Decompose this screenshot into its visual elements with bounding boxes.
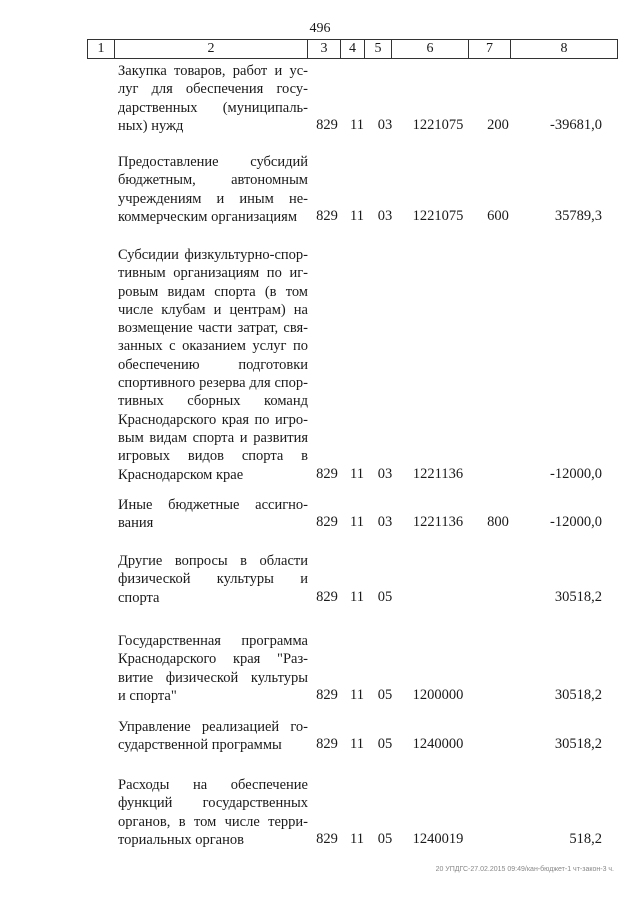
row-col-8: -12000,0 bbox=[550, 514, 602, 531]
row-col-7: 200 bbox=[487, 116, 509, 133]
row-description: Государственная программа Краснодарского края "Раз- витие физической культуры и спорта" bbox=[118, 633, 308, 704]
page-number: 496 bbox=[309, 21, 331, 36]
row-col-8: -12000,0 bbox=[550, 465, 602, 482]
row-col-4: 11 bbox=[350, 514, 364, 531]
row-col-6: 1240019 bbox=[412, 830, 464, 847]
row-col-5: 03 bbox=[377, 465, 393, 482]
file-footer: 20 УПДГС-27.02.2015 09:49/кан-бюджет-1 чт-закон-3 ч. bbox=[435, 866, 614, 873]
row-col-7: 800 bbox=[487, 514, 509, 531]
row-col-4: 11 bbox=[350, 207, 364, 224]
header-cell-6: 6 bbox=[392, 40, 469, 59]
row-col-5: 05 bbox=[377, 686, 393, 703]
row-col-8: 30518,2 bbox=[554, 736, 602, 753]
row-col-6: 1221075 bbox=[412, 116, 464, 133]
row-description: Предоставление субсидий бюджетным, автономным учреждениям и иным не- коммерческим организациям bbox=[118, 154, 308, 225]
row-col-8: 518,2 bbox=[569, 830, 602, 847]
row-col-8: 30518,2 bbox=[554, 686, 602, 703]
row-col-4: 11 bbox=[350, 736, 364, 753]
row-col-6: 1240000 bbox=[412, 736, 464, 753]
row-col-5: 05 bbox=[377, 830, 393, 847]
row-col-5: 05 bbox=[377, 736, 393, 753]
row-col-4: 11 bbox=[350, 465, 364, 482]
header-cell-7: 7 bbox=[469, 40, 511, 59]
row-col-3: 829 bbox=[316, 465, 338, 482]
row-col-6: 1221075 bbox=[412, 207, 464, 224]
row-col-5: 05 bbox=[377, 588, 393, 605]
row-col-8: 35789,3 bbox=[554, 207, 602, 224]
header-cell-8: 8 bbox=[511, 40, 618, 59]
row-col-5: 03 bbox=[377, 116, 393, 133]
row-col-4: 11 bbox=[350, 686, 364, 703]
row-col-3: 829 bbox=[316, 588, 338, 605]
header-cell-2: 2 bbox=[115, 40, 308, 59]
header-cell-1: 1 bbox=[88, 40, 115, 59]
row-description: Иные бюджетные ассигно- вания bbox=[118, 497, 308, 532]
row-description: Субсидии физкультурно-спор- тивным организациям по иг- ровым видам спорта (в том числе клубам и центрам) на возмещение части затрат, свя- занных с оказанием услуг по обеспечению подготовки спортивного резерва для спор- тивных сборных команд Краснодарского края по игро- вым видам спорта и развития игровых видов спорта в Краснодарском крае bbox=[118, 247, 308, 483]
row-col-6: 1221136 bbox=[412, 514, 464, 531]
row-col-4: 11 bbox=[350, 830, 364, 847]
row-col-3: 829 bbox=[316, 736, 338, 753]
row-col-8: -39681,0 bbox=[550, 116, 602, 133]
header-cell-4: 4 bbox=[341, 40, 365, 59]
row-description: Закупка товаров, работ и ус- луг для обеспечения госу- дарственных (муниципаль- ных) нужд bbox=[118, 63, 308, 134]
row-col-6: 1221136 bbox=[412, 465, 464, 482]
header-cell-5: 5 bbox=[365, 40, 392, 59]
row-col-3: 829 bbox=[316, 686, 338, 703]
row-col-4: 11 bbox=[350, 116, 364, 133]
row-col-3: 829 bbox=[316, 116, 338, 133]
row-col-8: 30518,2 bbox=[554, 588, 602, 605]
row-col-3: 829 bbox=[316, 207, 338, 224]
row-col-3: 829 bbox=[316, 514, 338, 531]
header-cell-3: 3 bbox=[308, 40, 341, 59]
table-header bbox=[87, 39, 618, 59]
row-col-7: 600 bbox=[487, 207, 509, 224]
row-col-3: 829 bbox=[316, 830, 338, 847]
row-description: Другие вопросы в области физической культуры и спорта bbox=[118, 553, 308, 606]
row-col-5: 03 bbox=[377, 207, 393, 224]
row-col-4: 11 bbox=[350, 588, 364, 605]
row-description: Расходы на обеспечение функций государственных органов, в том числе терри- ториальных органов bbox=[118, 777, 308, 848]
row-col-5: 03 bbox=[377, 514, 393, 531]
row-col-6: 1200000 bbox=[412, 686, 464, 703]
row-description: Управление реализацией го- сударственной программы bbox=[118, 719, 308, 754]
